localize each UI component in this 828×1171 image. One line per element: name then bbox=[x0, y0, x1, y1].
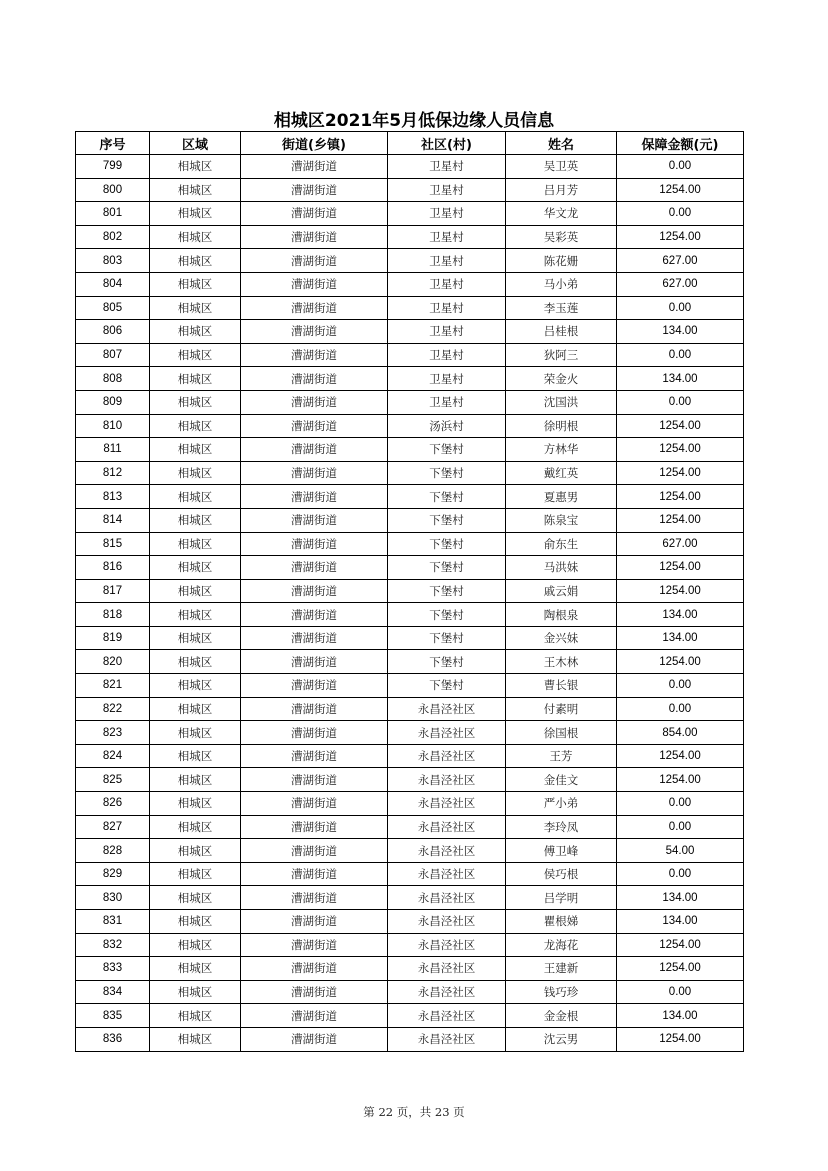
cell-community: 汤浜村 bbox=[388, 414, 506, 438]
cell-index: 802 bbox=[76, 225, 150, 249]
cell-name: 陶根泉 bbox=[506, 603, 617, 627]
cell-street: 漕湖街道 bbox=[241, 178, 388, 202]
cell-street: 漕湖街道 bbox=[241, 485, 388, 509]
cell-name: 王建新 bbox=[506, 957, 617, 981]
cell-street: 漕湖街道 bbox=[241, 626, 388, 650]
cell-street: 漕湖街道 bbox=[241, 272, 388, 296]
cell-name: 钱巧珍 bbox=[506, 980, 617, 1004]
cell-community: 永昌泾社区 bbox=[388, 697, 506, 721]
cell-community: 下堡村 bbox=[388, 508, 506, 532]
table-row bbox=[76, 532, 744, 556]
cell-index: 807 bbox=[76, 343, 150, 367]
cell-name: 陈泉宝 bbox=[506, 508, 617, 532]
cell-district: 相城区 bbox=[150, 721, 241, 745]
cell-district: 相城区 bbox=[150, 1027, 241, 1051]
cell-district: 相城区 bbox=[150, 320, 241, 344]
table-row bbox=[76, 485, 744, 509]
cell-amount: 1254.00 bbox=[617, 178, 744, 202]
cell-amount: 854.00 bbox=[617, 721, 744, 745]
cell-name: 夏惠男 bbox=[506, 485, 617, 509]
cell-amount: 627.00 bbox=[617, 532, 744, 556]
cell-name: 吕月芳 bbox=[506, 178, 617, 202]
cell-index: 808 bbox=[76, 367, 150, 391]
cell-street: 漕湖街道 bbox=[241, 839, 388, 863]
table-row bbox=[76, 579, 744, 603]
cell-amount: 1254.00 bbox=[617, 414, 744, 438]
cell-community: 下堡村 bbox=[388, 556, 506, 580]
table-row bbox=[76, 249, 744, 273]
cell-street: 漕湖街道 bbox=[241, 532, 388, 556]
cell-index: 803 bbox=[76, 249, 150, 273]
cell-name: 陈花姗 bbox=[506, 249, 617, 273]
cell-street: 漕湖街道 bbox=[241, 367, 388, 391]
table-row bbox=[76, 178, 744, 202]
cell-index: 812 bbox=[76, 461, 150, 485]
cell-amount: 1254.00 bbox=[617, 650, 744, 674]
cell-community: 下堡村 bbox=[388, 603, 506, 627]
cell-district: 相城区 bbox=[150, 438, 241, 462]
cell-index: 816 bbox=[76, 556, 150, 580]
cell-community: 永昌泾社区 bbox=[388, 721, 506, 745]
cell-street: 漕湖街道 bbox=[241, 461, 388, 485]
cell-name: 王木林 bbox=[506, 650, 617, 674]
table-row bbox=[76, 697, 744, 721]
cell-district: 相城区 bbox=[150, 650, 241, 674]
cell-amount: 0.00 bbox=[617, 296, 744, 320]
table-row bbox=[76, 839, 744, 863]
cell-district: 相城区 bbox=[150, 839, 241, 863]
cell-street: 漕湖街道 bbox=[241, 390, 388, 414]
table-row bbox=[76, 768, 744, 792]
cell-street: 漕湖街道 bbox=[241, 980, 388, 1004]
cell-index: 818 bbox=[76, 603, 150, 627]
cell-district: 相城区 bbox=[150, 249, 241, 273]
cell-amount: 1254.00 bbox=[617, 579, 744, 603]
cell-community: 下堡村 bbox=[388, 650, 506, 674]
cell-community: 永昌泾社区 bbox=[388, 862, 506, 886]
cell-district: 相城区 bbox=[150, 815, 241, 839]
cell-street: 漕湖街道 bbox=[241, 155, 388, 179]
cell-district: 相城区 bbox=[150, 697, 241, 721]
table-row bbox=[76, 1004, 744, 1028]
cell-community: 下堡村 bbox=[388, 674, 506, 698]
cell-name: 吴卫英 bbox=[506, 155, 617, 179]
cell-index: 799 bbox=[76, 155, 150, 179]
column-header-amount: 保障金额(元) bbox=[617, 132, 744, 155]
cell-street: 漕湖街道 bbox=[241, 957, 388, 981]
cell-index: 801 bbox=[76, 202, 150, 226]
cell-name: 金兴妹 bbox=[506, 626, 617, 650]
cell-index: 811 bbox=[76, 438, 150, 462]
cell-district: 相城区 bbox=[150, 933, 241, 957]
cell-name: 戚云娟 bbox=[506, 579, 617, 603]
cell-street: 漕湖街道 bbox=[241, 674, 388, 698]
cell-name: 吕桂根 bbox=[506, 320, 617, 344]
table-header-row bbox=[76, 132, 744, 155]
table-row bbox=[76, 390, 744, 414]
table-row bbox=[76, 957, 744, 981]
cell-amount: 134.00 bbox=[617, 603, 744, 627]
cell-community: 下堡村 bbox=[388, 461, 506, 485]
cell-community: 永昌泾社区 bbox=[388, 886, 506, 910]
table-row bbox=[76, 650, 744, 674]
table-row bbox=[76, 910, 744, 934]
cell-index: 819 bbox=[76, 626, 150, 650]
cell-index: 836 bbox=[76, 1027, 150, 1051]
cell-index: 806 bbox=[76, 320, 150, 344]
cell-street: 漕湖街道 bbox=[241, 202, 388, 226]
cell-name: 侯巧根 bbox=[506, 862, 617, 886]
cell-street: 漕湖街道 bbox=[241, 1004, 388, 1028]
cell-community: 卫星村 bbox=[388, 178, 506, 202]
table-row bbox=[76, 626, 744, 650]
table-row bbox=[76, 862, 744, 886]
cell-community: 永昌泾社区 bbox=[388, 768, 506, 792]
cell-name: 吴彩英 bbox=[506, 225, 617, 249]
cell-amount: 1254.00 bbox=[617, 1027, 744, 1051]
cell-amount: 54.00 bbox=[617, 839, 744, 863]
cell-street: 漕湖街道 bbox=[241, 579, 388, 603]
cell-district: 相城区 bbox=[150, 178, 241, 202]
cell-street: 漕湖街道 bbox=[241, 296, 388, 320]
cell-amount: 0.00 bbox=[617, 674, 744, 698]
cell-amount: 1254.00 bbox=[617, 768, 744, 792]
cell-district: 相城区 bbox=[150, 155, 241, 179]
cell-community: 永昌泾社区 bbox=[388, 744, 506, 768]
column-header-community: 社区(村) bbox=[388, 132, 506, 155]
table-row bbox=[76, 296, 744, 320]
cell-name: 龙海花 bbox=[506, 933, 617, 957]
cell-district: 相城区 bbox=[150, 603, 241, 627]
cell-name: 戴红英 bbox=[506, 461, 617, 485]
table-row bbox=[76, 980, 744, 1004]
table-row bbox=[76, 508, 744, 532]
cell-district: 相城区 bbox=[150, 414, 241, 438]
cell-street: 漕湖街道 bbox=[241, 862, 388, 886]
cell-district: 相城区 bbox=[150, 461, 241, 485]
cell-name: 严小弟 bbox=[506, 792, 617, 816]
cell-amount: 0.00 bbox=[617, 202, 744, 226]
cell-amount: 0.00 bbox=[617, 815, 744, 839]
column-header-street: 街道(乡镇) bbox=[241, 132, 388, 155]
cell-street: 漕湖街道 bbox=[241, 886, 388, 910]
cell-amount: 0.00 bbox=[617, 792, 744, 816]
column-header-index: 序号 bbox=[76, 132, 150, 155]
data-table bbox=[75, 131, 744, 1052]
cell-index: 831 bbox=[76, 910, 150, 934]
cell-street: 漕湖街道 bbox=[241, 249, 388, 273]
cell-name: 荣金火 bbox=[506, 367, 617, 391]
cell-index: 829 bbox=[76, 862, 150, 886]
cell-index: 810 bbox=[76, 414, 150, 438]
cell-index: 828 bbox=[76, 839, 150, 863]
cell-district: 相城区 bbox=[150, 296, 241, 320]
cell-amount: 1254.00 bbox=[617, 225, 744, 249]
table-row bbox=[76, 721, 744, 745]
cell-name: 金佳文 bbox=[506, 768, 617, 792]
cell-name: 李玲凤 bbox=[506, 815, 617, 839]
cell-district: 相城区 bbox=[150, 674, 241, 698]
cell-community: 卫星村 bbox=[388, 343, 506, 367]
table-body bbox=[76, 155, 744, 1052]
table-row bbox=[76, 792, 744, 816]
table-row bbox=[76, 461, 744, 485]
cell-district: 相城区 bbox=[150, 343, 241, 367]
cell-district: 相城区 bbox=[150, 367, 241, 391]
cell-amount: 1254.00 bbox=[617, 461, 744, 485]
table-row bbox=[76, 272, 744, 296]
cell-district: 相城区 bbox=[150, 556, 241, 580]
cell-community: 永昌泾社区 bbox=[388, 815, 506, 839]
table-row bbox=[76, 603, 744, 627]
cell-street: 漕湖街道 bbox=[241, 438, 388, 462]
table-row bbox=[76, 367, 744, 391]
cell-index: 825 bbox=[76, 768, 150, 792]
cell-street: 漕湖街道 bbox=[241, 225, 388, 249]
cell-community: 下堡村 bbox=[388, 626, 506, 650]
table-row bbox=[76, 674, 744, 698]
table-row bbox=[76, 343, 744, 367]
cell-amount: 1254.00 bbox=[617, 438, 744, 462]
cell-street: 漕湖街道 bbox=[241, 721, 388, 745]
cell-name: 付素明 bbox=[506, 697, 617, 721]
cell-street: 漕湖街道 bbox=[241, 603, 388, 627]
cell-community: 卫星村 bbox=[388, 367, 506, 391]
cell-district: 相城区 bbox=[150, 1004, 241, 1028]
cell-district: 相城区 bbox=[150, 390, 241, 414]
cell-name: 狄阿三 bbox=[506, 343, 617, 367]
cell-index: 814 bbox=[76, 508, 150, 532]
table-row bbox=[76, 320, 744, 344]
table-row bbox=[76, 933, 744, 957]
table-row bbox=[76, 1027, 744, 1051]
cell-index: 826 bbox=[76, 792, 150, 816]
cell-district: 相城区 bbox=[150, 532, 241, 556]
cell-amount: 1254.00 bbox=[617, 485, 744, 509]
cell-community: 永昌泾社区 bbox=[388, 933, 506, 957]
cell-amount: 1254.00 bbox=[617, 744, 744, 768]
cell-amount: 134.00 bbox=[617, 1004, 744, 1028]
cell-name: 金金根 bbox=[506, 1004, 617, 1028]
table-row bbox=[76, 202, 744, 226]
cell-district: 相城区 bbox=[150, 980, 241, 1004]
table-row bbox=[76, 225, 744, 249]
cell-community: 永昌泾社区 bbox=[388, 1004, 506, 1028]
table-row bbox=[76, 886, 744, 910]
cell-community: 永昌泾社区 bbox=[388, 980, 506, 1004]
cell-index: 809 bbox=[76, 390, 150, 414]
cell-name: 徐明根 bbox=[506, 414, 617, 438]
cell-amount: 627.00 bbox=[617, 249, 744, 273]
cell-street: 漕湖街道 bbox=[241, 508, 388, 532]
cell-name: 华文龙 bbox=[506, 202, 617, 226]
document-title: 相城区2021年5月低保边缘人员信息 bbox=[273, 111, 555, 131]
cell-district: 相城区 bbox=[150, 886, 241, 910]
table-row bbox=[76, 438, 744, 462]
cell-amount: 0.00 bbox=[617, 390, 744, 414]
cell-amount: 134.00 bbox=[617, 910, 744, 934]
cell-index: 813 bbox=[76, 485, 150, 509]
cell-district: 相城区 bbox=[150, 202, 241, 226]
cell-street: 漕湖街道 bbox=[241, 414, 388, 438]
cell-name: 马洪妹 bbox=[506, 556, 617, 580]
cell-community: 永昌泾社区 bbox=[388, 1027, 506, 1051]
cell-community: 下堡村 bbox=[388, 532, 506, 556]
cell-street: 漕湖街道 bbox=[241, 1027, 388, 1051]
cell-district: 相城区 bbox=[150, 272, 241, 296]
table-row bbox=[76, 744, 744, 768]
cell-name: 瞿根娣 bbox=[506, 910, 617, 934]
cell-name: 傅卫峰 bbox=[506, 839, 617, 863]
cell-community: 永昌泾社区 bbox=[388, 910, 506, 934]
cell-amount: 1254.00 bbox=[617, 556, 744, 580]
cell-community: 永昌泾社区 bbox=[388, 839, 506, 863]
cell-community: 卫星村 bbox=[388, 249, 506, 273]
cell-index: 821 bbox=[76, 674, 150, 698]
cell-street: 漕湖街道 bbox=[241, 343, 388, 367]
cell-index: 817 bbox=[76, 579, 150, 603]
cell-name: 俞东生 bbox=[506, 532, 617, 556]
cell-community: 卫星村 bbox=[388, 272, 506, 296]
cell-amount: 0.00 bbox=[617, 155, 744, 179]
table-row bbox=[76, 155, 744, 179]
cell-amount: 134.00 bbox=[617, 626, 744, 650]
page-footer: 第 22 页，共 23 页 bbox=[363, 1105, 465, 1119]
cell-index: 823 bbox=[76, 721, 150, 745]
cell-district: 相城区 bbox=[150, 485, 241, 509]
cell-street: 漕湖街道 bbox=[241, 320, 388, 344]
cell-index: 824 bbox=[76, 744, 150, 768]
cell-street: 漕湖街道 bbox=[241, 556, 388, 580]
cell-index: 834 bbox=[76, 980, 150, 1004]
cell-community: 下堡村 bbox=[388, 579, 506, 603]
cell-district: 相城区 bbox=[150, 862, 241, 886]
cell-community: 永昌泾社区 bbox=[388, 792, 506, 816]
cell-amount: 1254.00 bbox=[617, 508, 744, 532]
cell-index: 835 bbox=[76, 1004, 150, 1028]
cell-street: 漕湖街道 bbox=[241, 744, 388, 768]
cell-name: 沈国洪 bbox=[506, 390, 617, 414]
column-header-district: 区域 bbox=[150, 132, 241, 155]
cell-street: 漕湖街道 bbox=[241, 815, 388, 839]
cell-amount: 0.00 bbox=[617, 697, 744, 721]
cell-name: 方林华 bbox=[506, 438, 617, 462]
cell-index: 805 bbox=[76, 296, 150, 320]
table-row bbox=[76, 556, 744, 580]
cell-street: 漕湖街道 bbox=[241, 697, 388, 721]
table-row bbox=[76, 815, 744, 839]
cell-district: 相城区 bbox=[150, 910, 241, 934]
cell-name: 李玉莲 bbox=[506, 296, 617, 320]
cell-index: 822 bbox=[76, 697, 150, 721]
cell-amount: 0.00 bbox=[617, 980, 744, 1004]
cell-community: 卫星村 bbox=[388, 296, 506, 320]
cell-index: 804 bbox=[76, 272, 150, 296]
cell-community: 卫星村 bbox=[388, 320, 506, 344]
cell-index: 830 bbox=[76, 886, 150, 910]
cell-index: 820 bbox=[76, 650, 150, 674]
cell-index: 832 bbox=[76, 933, 150, 957]
cell-index: 800 bbox=[76, 178, 150, 202]
cell-district: 相城区 bbox=[150, 508, 241, 532]
cell-community: 永昌泾社区 bbox=[388, 957, 506, 981]
cell-name: 曹长银 bbox=[506, 674, 617, 698]
cell-community: 卫星村 bbox=[388, 225, 506, 249]
cell-name: 马小弟 bbox=[506, 272, 617, 296]
column-header-name: 姓名 bbox=[506, 132, 617, 155]
cell-street: 漕湖街道 bbox=[241, 650, 388, 674]
cell-community: 下堡村 bbox=[388, 438, 506, 462]
cell-amount: 134.00 bbox=[617, 320, 744, 344]
cell-district: 相城区 bbox=[150, 225, 241, 249]
cell-street: 漕湖街道 bbox=[241, 792, 388, 816]
cell-amount: 134.00 bbox=[617, 886, 744, 910]
cell-district: 相城区 bbox=[150, 744, 241, 768]
cell-district: 相城区 bbox=[150, 768, 241, 792]
cell-amount: 1254.00 bbox=[617, 957, 744, 981]
cell-street: 漕湖街道 bbox=[241, 910, 388, 934]
cell-district: 相城区 bbox=[150, 579, 241, 603]
cell-name: 沈云男 bbox=[506, 1027, 617, 1051]
cell-community: 卫星村 bbox=[388, 155, 506, 179]
cell-index: 815 bbox=[76, 532, 150, 556]
cell-name: 徐国根 bbox=[506, 721, 617, 745]
cell-community: 卫星村 bbox=[388, 390, 506, 414]
cell-index: 833 bbox=[76, 957, 150, 981]
cell-index: 827 bbox=[76, 815, 150, 839]
cell-amount: 0.00 bbox=[617, 862, 744, 886]
cell-district: 相城区 bbox=[150, 957, 241, 981]
cell-name: 吕学明 bbox=[506, 886, 617, 910]
table-row bbox=[76, 414, 744, 438]
cell-street: 漕湖街道 bbox=[241, 933, 388, 957]
cell-community: 下堡村 bbox=[388, 485, 506, 509]
cell-amount: 0.00 bbox=[617, 343, 744, 367]
cell-name: 王芳 bbox=[506, 744, 617, 768]
cell-street: 漕湖街道 bbox=[241, 768, 388, 792]
cell-community: 卫星村 bbox=[388, 202, 506, 226]
cell-district: 相城区 bbox=[150, 792, 241, 816]
cell-amount: 134.00 bbox=[617, 367, 744, 391]
cell-district: 相城区 bbox=[150, 626, 241, 650]
cell-amount: 1254.00 bbox=[617, 933, 744, 957]
cell-amount: 627.00 bbox=[617, 272, 744, 296]
